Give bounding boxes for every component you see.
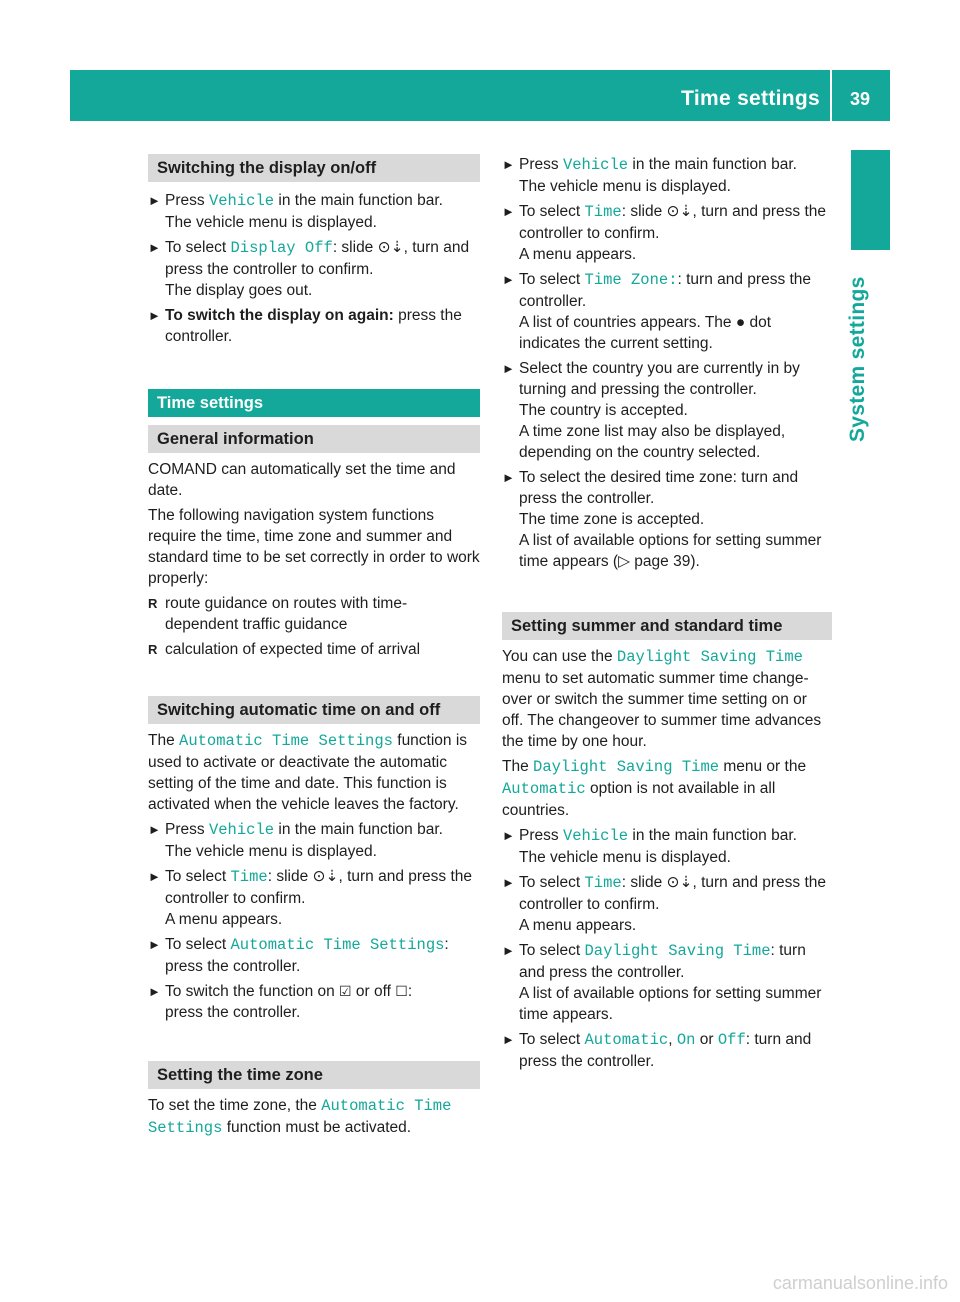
bullet-icon: R	[148, 642, 158, 657]
text: menu or the	[719, 758, 807, 775]
menu-item-text: Vehicle	[208, 821, 275, 839]
step	[148, 866, 480, 930]
result-text: A menu appears.	[519, 917, 637, 934]
text: A list of available options for setting summer time appears (▷ page 39).	[519, 532, 822, 570]
checkbox-checked-icon: ☑	[339, 983, 352, 999]
arrow-icon: ►	[502, 204, 515, 219]
text: Press	[519, 156, 563, 173]
text: calculation of expected time of arrival	[165, 641, 421, 658]
menu-item-text: Automatic	[584, 1031, 669, 1049]
menu-item-text: Daylight Saving Time	[533, 758, 720, 776]
text: in the main function bar.	[628, 156, 797, 173]
page-number: 39	[849, 89, 870, 109]
menu-item-text: Automatic Time Settings	[230, 936, 445, 954]
watermark: carmanualsonline.info	[772, 1273, 948, 1293]
arrow-icon: ►	[148, 937, 161, 952]
text: Select the country you are currently in by turning and pressing the controller.	[519, 360, 800, 398]
text: To select the desired time zone: turn and press the controller.	[519, 469, 799, 507]
arrow-icon: ►	[148, 984, 161, 999]
arrow-icon: ►	[502, 875, 515, 890]
text: : slide ⊙⇣, turn and press the controller to confirm.	[519, 874, 827, 913]
arrow-icon: ►	[148, 822, 161, 837]
text: in the main function bar.	[274, 821, 443, 838]
bold-text: To switch the display on again:	[165, 307, 394, 324]
list-item	[148, 593, 480, 635]
text: press the controller.	[165, 1004, 301, 1021]
text: Press	[165, 192, 209, 209]
result-text: A list of countries appears. The ● dot indicates the current setting.	[519, 314, 772, 352]
text: To select	[165, 239, 231, 256]
section-heading-summer-time: Setting summer and standard time	[502, 612, 832, 640]
arrow-icon: ►	[502, 1032, 515, 1047]
paragraph	[148, 730, 480, 815]
section-heading-time-settings: Time settings	[148, 389, 480, 417]
arrow-icon: ►	[148, 193, 161, 208]
arrow-icon: ►	[502, 470, 515, 485]
right-column	[502, 154, 832, 1072]
menu-item-text: On	[676, 1031, 696, 1049]
header-divider	[830, 70, 832, 121]
text: The	[148, 732, 180, 749]
arrow-icon: ►	[502, 361, 515, 376]
paragraph	[502, 646, 832, 752]
step	[502, 467, 832, 572]
menu-item-text: Daylight Saving Time	[584, 942, 771, 960]
menu-item-text: Time	[584, 874, 622, 892]
text: :	[407, 983, 413, 1000]
arrow-icon: ►	[502, 157, 515, 172]
result-text: A menu appears.	[519, 246, 637, 263]
menu-item-text: Time	[230, 868, 268, 886]
menu-item-text: Display Off	[230, 239, 333, 257]
paragraph	[148, 1095, 480, 1139]
checkbox-empty-icon: ☐	[395, 983, 408, 999]
step	[502, 1029, 832, 1072]
paragraph: COMAND can automatically set the time and date.	[148, 461, 456, 499]
arrow-icon: ►	[502, 272, 515, 287]
text: option is not available in all countries.	[502, 780, 776, 819]
text: function is used to activate or deactivate the automatic setting of the time and date. This function is activated when the vehicle leaves the factory.	[148, 732, 468, 813]
text: menu to set automatic summer time change-over or switch the summer time setting on or off. The changeover to summer time advances the time by one hour.	[502, 670, 822, 750]
text: press the	[393, 307, 462, 324]
text: To switch the function on	[165, 983, 340, 1000]
text: : slide ⊙⇣, turn and	[332, 239, 470, 256]
text: The	[502, 758, 534, 775]
chapter-label: System settings	[846, 276, 869, 442]
step	[148, 305, 480, 347]
result-text: The vehicle menu is displayed.	[519, 178, 731, 195]
paragraph: The following navigation system functions require the time, time zone and summer and standard time to be set correctly in order to work properly:	[148, 507, 480, 587]
text: : turn and press the controller.	[519, 271, 812, 310]
text: To select	[519, 1031, 585, 1048]
arrow-icon: ►	[148, 869, 161, 884]
paragraph	[502, 756, 832, 821]
step	[502, 269, 832, 354]
menu-item-text: Vehicle	[208, 192, 275, 210]
text: To select	[519, 874, 585, 891]
section-heading-time-zone: Setting the time zone	[148, 1061, 480, 1089]
section-heading-display: Switching the display on/off	[148, 154, 480, 182]
bullet-icon: R	[148, 596, 158, 611]
result-text: The country is accepted.	[519, 402, 688, 419]
text: press the controller.	[165, 958, 301, 975]
text: Press	[165, 821, 209, 838]
step	[502, 872, 832, 936]
step	[502, 940, 832, 1025]
text: : turn and press the controller.	[519, 1031, 812, 1070]
text: To select	[519, 271, 585, 288]
text: in the main function bar.	[628, 827, 797, 844]
section-heading-auto-time: Switching automatic time on and off	[148, 696, 480, 724]
arrow-icon: ►	[502, 828, 515, 843]
text: To select	[519, 942, 585, 959]
result-text: The display goes out.	[165, 282, 313, 299]
step	[148, 819, 480, 862]
result-text: The vehicle menu is displayed.	[165, 843, 377, 860]
text: To select	[165, 868, 231, 885]
menu-item-text: Automatic Time Settings	[148, 1097, 452, 1137]
step	[502, 825, 832, 868]
page-header	[70, 70, 890, 121]
section-heading-general: General information	[148, 425, 480, 453]
menu-item-text: Automatic	[502, 780, 586, 798]
menu-item-text: Time	[584, 203, 622, 221]
text: A time zone list may also be displayed, depending on the country selected.	[519, 423, 786, 461]
step	[148, 190, 480, 233]
text: in the main function bar.	[274, 192, 443, 209]
menu-item-text: Daylight Saving Time	[616, 648, 803, 666]
arrow-icon: ►	[148, 308, 161, 323]
arrow-icon: ►	[502, 943, 515, 958]
text: controller.	[165, 328, 233, 345]
text: ,	[668, 1031, 677, 1048]
page-title: Time settings	[681, 87, 820, 110]
result-text: The time zone is accepted.	[519, 511, 705, 528]
result-text: The vehicle menu is displayed.	[519, 849, 731, 866]
text: To set the time zone, the	[148, 1097, 322, 1114]
step	[148, 934, 480, 977]
result-text: A menu appears.	[165, 911, 283, 928]
text: : slide ⊙⇣, turn and press the controller to confirm.	[165, 868, 473, 907]
text: press the controller to confirm.	[165, 261, 374, 278]
step	[502, 154, 832, 197]
text: Press	[519, 827, 563, 844]
text: : turn and press the controller.	[519, 942, 806, 981]
text: :	[444, 936, 449, 953]
chapter-tab	[851, 150, 890, 250]
step	[148, 237, 480, 301]
text: function must be activated.	[222, 1119, 412, 1136]
text: To select	[165, 936, 231, 953]
result-text: A list of available options for setting summer time appears.	[519, 985, 822, 1023]
text: or	[695, 1031, 718, 1048]
step	[502, 358, 832, 463]
text: To select	[519, 203, 585, 220]
menu-item-text: Vehicle	[562, 156, 629, 174]
menu-item-text: Vehicle	[562, 827, 629, 845]
menu-item-text: Time Zone:	[584, 271, 678, 289]
left-column	[148, 154, 480, 1139]
menu-item-text: Off	[717, 1031, 746, 1049]
text: or off	[351, 983, 396, 1000]
step	[502, 201, 832, 265]
text: You can use the	[502, 648, 617, 665]
result-text: The vehicle menu is displayed.	[165, 214, 377, 231]
step	[148, 981, 480, 1023]
menu-item-text: Automatic Time Settings	[179, 732, 393, 750]
arrow-icon: ►	[148, 240, 161, 255]
text: route guidance on routes with time-dependent traffic guidance	[165, 595, 408, 633]
text: : slide ⊙⇣, turn and press the controller to confirm.	[519, 203, 827, 242]
list-item	[148, 639, 480, 660]
